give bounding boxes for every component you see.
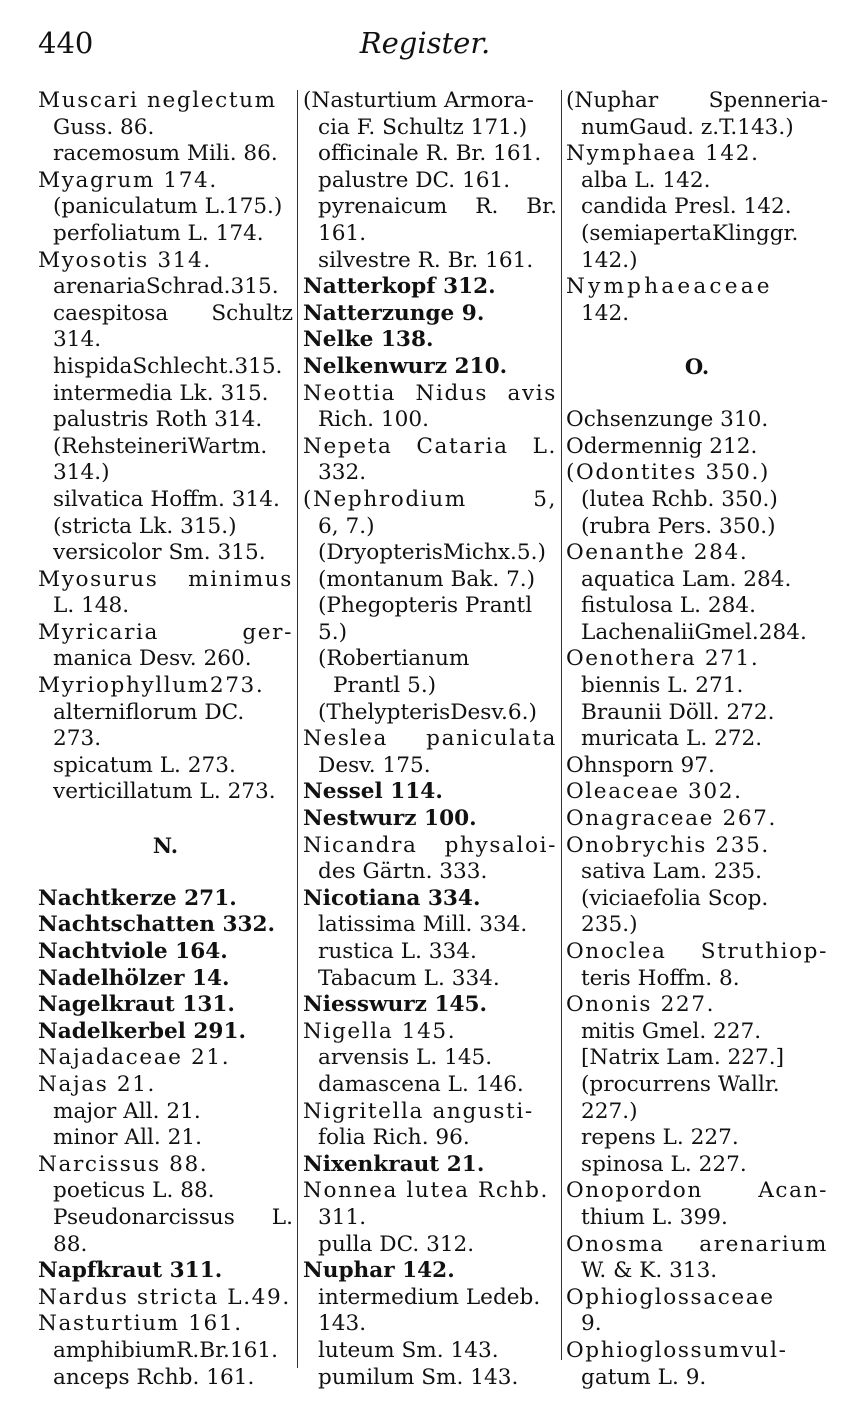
index-entry: des Gärtn. 333. [318,859,488,885]
index-entry: manica Desv. 260. [53,646,252,672]
index-entry: (paniculatum L.175.) [53,194,283,220]
index-entry: latissima Mill. 334. [318,912,528,938]
index-entry: 142. [581,300,630,326]
index-entry: Nachtkerze 271. [38,885,237,911]
index-entry: Ochsenzunge 310. [566,407,769,433]
index-entry: arvensis L. 145. [318,1045,493,1071]
index-entry: minor All. 21. [53,1125,202,1151]
index-entry: major All. 21. [53,1098,201,1124]
index-entry: thium L. 399. [581,1204,728,1230]
index-entry: Ononis 227. [566,992,716,1018]
index-entry: (rubra Pers. 350.) [581,513,776,539]
spacer [38,859,293,886]
word: Onopordon [566,1178,703,1204]
word: (Nuphar [566,88,659,113]
word: ger- [242,619,293,645]
index-entry: Nagelkraut 131. [38,992,235,1018]
index-entry: Braunii Döll. 272. [581,699,775,725]
index-entry [38,1205,293,1232]
index-entry: L. 148. [53,593,130,619]
index-entry: perfoliatum L. 174. [53,220,264,246]
index-column-2 [303,88,557,1391]
index-entry: (montanum Bak. 7.) [318,566,536,592]
index-entry: palustre DC. 161. [318,167,511,193]
index-entry: silvatica Hoffm. 314. [53,486,280,512]
index-entry [303,434,557,461]
index-entry: Onagraceae 267. [566,806,777,832]
index-entry: Nymphaeaceae [566,274,773,300]
word: minimus [188,566,293,592]
spacer [566,327,828,354]
index-entry: palustris Roth 314. [53,407,263,433]
index-entry: Nestwurz 100. [303,806,477,832]
index-entry [303,487,557,514]
index-entry: Nixenkraut 21. [303,1151,485,1177]
word: L. [532,433,557,459]
index-entry [38,567,293,594]
index-entry [38,301,293,328]
word: Onosma [566,1231,665,1257]
index-entry: Nachtviole 164. [38,939,228,964]
index-entry: Rich. 100. [318,407,429,433]
index-entry: amphibiumR.Br.161. [53,1337,278,1363]
index-entry [303,194,557,221]
index-entry: Nuphar 142. [303,1258,455,1284]
index-entry: Desv. 175. [318,752,431,778]
index-entry: cia F. Schultz 171.) [318,114,528,140]
index-entry: Myriophyllum273. [38,673,265,699]
index-entry: rustica L. 334. [318,939,477,964]
index-entry: repens L. 227. [581,1125,739,1151]
index-entry: (lutea Rchb. 350.) [581,486,778,512]
page-number: 440 [38,26,94,60]
word: arenarium [699,1231,828,1257]
index-entry: 273. [53,726,102,752]
index-entry: 161. [318,220,367,246]
section-heading: N. [152,832,179,858]
index-entry: 143. [318,1311,367,1337]
index-entry: aquatica Lam. 284. [581,566,792,592]
word: physaloi- [444,832,557,858]
index-entry [303,726,557,753]
index-entry: [Natrix Lam. 227.] [581,1045,785,1071]
index-entry: racemosum Mili. 86. [53,141,278,167]
index-entry: Oleaceae 302. [566,779,743,805]
index-entry: verticillatum L. 273. [53,779,276,805]
index-entry: Nymphaea 142. [566,141,760,167]
index-entry: candida Presl. 142. [581,194,792,220]
index-entry: Muscari neglectum [38,88,277,113]
index-entry: Nardus stricta L.49. [38,1284,291,1310]
index-entry: Napfkraut 311. [38,1258,223,1284]
index-entry: Nelkenwurz 210. [303,353,508,379]
word: Onoclea [566,939,667,964]
index-entry [566,1178,828,1205]
index-entry: Onobrychis 235. [566,832,770,858]
column-rule [561,90,562,1360]
word: (Nephrodium [303,486,467,512]
index-entry: (DryopterisMichx.5.) [318,540,546,566]
index-entry: mitis Gmel. 227. [581,1018,762,1044]
index-entry: anceps Rchb. 161. [53,1364,255,1390]
word: Nidus [415,380,489,406]
word: avis [507,380,557,406]
index-entry: intermedium Ledeb. [318,1284,541,1310]
word: Neslea [303,726,388,752]
word: R. [475,194,499,220]
index-entry: 314. [53,327,102,353]
index-entry: numGaud. z.T.143.) [581,114,794,140]
index-entry: Narcissus 88. [38,1151,209,1177]
index-entry: Odermennig 212. [566,433,758,459]
index-entry: hispidaSchlecht.315. [53,353,283,379]
index-entry: 5.) [318,619,348,645]
index-entry: alba L. 142. [581,167,711,193]
index-entry: Oenanthe 284. [566,540,749,566]
word: Cataria [416,433,509,459]
index-entry: Niesswurz 145. [303,992,488,1018]
word: Neottia [303,380,397,406]
index-entry: (ThelypterisDesv.6.) [318,699,537,725]
index-entry: Najas 21. [38,1071,157,1097]
running-title: Register. [359,26,491,60]
index-entry: 235.) [581,912,638,938]
index-entry: Natterzunge 9. [303,300,485,326]
index-entry: sativa Lam. 235. [581,859,762,885]
index-entry: Oenothera 271. [566,646,760,672]
index-entry: poeticus L. 88. [53,1178,215,1204]
index-entry: Nachtschatten 332. [38,912,276,938]
index-entry: Najadaceae 21. [38,1045,231,1071]
word: Spenneria- [708,88,828,113]
index-entry: Myosotis 314. [38,247,212,273]
index-entry: spinosa L. 227. [581,1151,747,1177]
index-entry: arenariaSchrad.315. [53,274,279,300]
index-column-1 [38,88,293,1391]
index-entry: Nicotiana 334. [303,885,481,911]
index-entry: 88. [53,1231,88,1257]
index-entry: Prantl 5.) [333,673,437,699]
index-entry [566,1232,828,1259]
index-entry: spicatum L. 273. [53,752,236,778]
index-entry [303,381,557,408]
index-entry: Nigritella angusti- [303,1098,534,1124]
index-entry: (procurrens Wallr. [581,1071,780,1097]
column-rule [297,90,298,1368]
index-entry: 6, 7.) [318,513,375,539]
word: L. [271,1204,293,1230]
index-entry: pulla DC. 312. [318,1231,475,1257]
spacer [38,806,293,833]
index-entry: (semiapertaKlinggr. [581,220,799,246]
index-entry: Nessel 114. [303,779,443,805]
word: Br. [526,194,557,220]
index-entry [566,939,828,966]
index-entry [566,88,828,115]
index-entry: muricata L. 272. [581,726,763,752]
spacer [566,381,828,408]
word: Pseudonarcissus [53,1204,235,1230]
index-entry: silvestre R. Br. 161. [318,247,534,273]
word: Nicandra [303,832,418,858]
index-entry: intermedia Lk. 315. [53,380,269,406]
index-entry: Nadelkerbel 291. [38,1018,246,1044]
index-entry: folia Rich. 96. [318,1125,470,1151]
index-entry: Nadelhölzer 14. [38,965,230,991]
word: pyrenaicum [318,194,448,220]
index-entry: damascena L. 146. [318,1071,524,1097]
index-entry: (RehsteineriWartm. [53,433,268,459]
index-entry: Tabacum L. 334. [318,965,500,991]
index-entry: teris Hoffm. 8. [581,965,740,991]
word: Acan- [758,1178,828,1204]
index-entry: Natterkopf 312. [303,274,496,300]
index-entry: gatum L. 9. [581,1364,707,1390]
index-entry: Nonnea lutea Rchb. [303,1178,549,1204]
index-entry: Ophioglossumvul- [566,1337,788,1363]
index-entry: (Odontites 350.) [566,460,770,486]
index-entry: 332. [318,460,367,486]
word: caespitosa [53,300,169,326]
index-entry: biennis L. 271. [581,673,744,699]
index-entry: (Nasturtium Armora- [303,88,534,113]
index-entry: Nigella 145. [303,1018,457,1044]
index-entry: 142.) [581,247,638,273]
index-entry: alterniflorum DC. [53,699,245,725]
index-column-3 [566,88,828,1391]
index-entry [38,620,293,647]
index-entry [303,833,557,860]
index-entry: (stricta Lk. 315.) [53,513,237,539]
index-entry: luteum Sm. 143. [318,1337,499,1363]
word: Nepeta [303,433,393,459]
section-heading: O. [684,353,710,379]
index-entry: 9. [581,1311,602,1337]
word: Schultz [211,300,293,326]
index-entry: (Robertianum [318,646,470,672]
index-entry: Guss. 86. [53,114,155,140]
index-entry: fistulosa L. 284. [581,593,756,619]
word: Myricaria [38,619,160,645]
index-entry: (Phegopteris Prantl [318,593,533,619]
index-entry: 311. [318,1204,367,1230]
index-entry: W. & K. 313. [581,1258,718,1284]
index-entry: Nasturtium 161. [38,1311,243,1337]
index-entry: LachenaliiGmel.284. [581,619,807,645]
index-entry: (viciaefolia Scop. [581,885,769,911]
index-entry: pumilum Sm. 143. [318,1364,519,1390]
word: 5, [533,486,557,512]
index-entry: Myagrum 174. [38,167,218,193]
word: Struthiop- [700,939,828,964]
index-entry: Nelke 138. [303,327,434,353]
index-entry: 227.) [581,1098,638,1124]
index-entry: officinale R. Br. 161. [318,141,542,167]
index-entry: Ophioglossaceae [566,1284,775,1310]
word: paniculata [426,726,557,752]
word: Myosurus [38,566,159,592]
index-entry: Ohnsporn 97. [566,752,715,778]
index-entry: 314.) [53,460,110,486]
index-entry: versicolor Sm. 315. [53,540,266,566]
